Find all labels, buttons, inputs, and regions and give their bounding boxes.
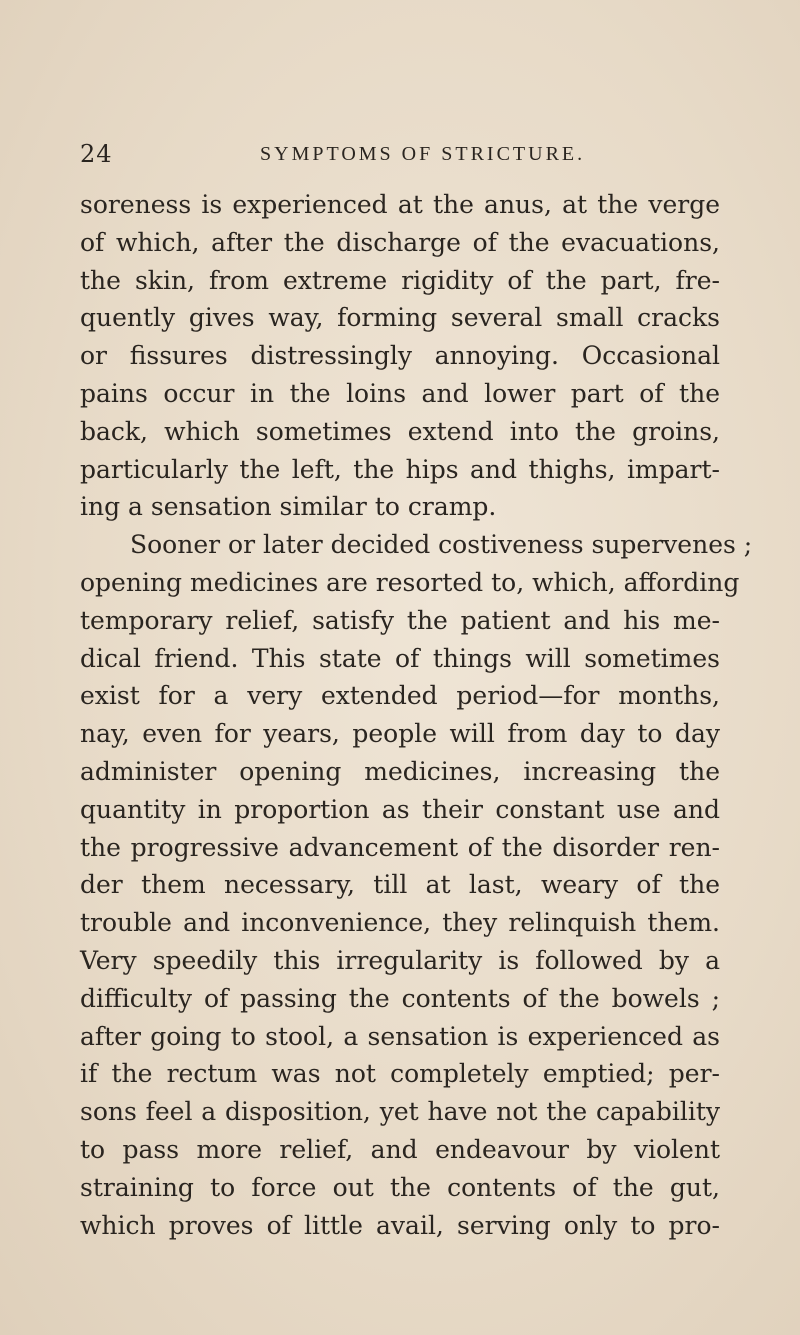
text-line: the skin, from extreme rigidity of the part, fre- — [80, 265, 720, 295]
text-line: quently gives way, forming several small cracks — [80, 303, 720, 333]
page-header — [80, 140, 720, 176]
body-text — [80, 186, 753, 1244]
text-line: back, which sometimes extend into the groins, — [80, 416, 720, 446]
text-line: nay, even for years, people will from day to day — [80, 719, 720, 749]
text-line: Very speedily this irregularity is followed by a — [80, 945, 720, 975]
text-line: particularly the left, the hips and thighs, impart- — [80, 454, 720, 484]
text-line: exist for a very extended period—for months, — [80, 681, 720, 711]
text-line: trouble and inconvenience, they relinquish them. — [80, 908, 720, 938]
text-line: to pass more relief, and endeavour by violent — [80, 1134, 720, 1164]
text-line: after going to stool, a sensation is experienced as — [80, 1021, 720, 1051]
text-line: pains occur in the loins and lower part of the — [80, 378, 720, 408]
text-line: of which, after the discharge of the evacuations, — [80, 227, 720, 257]
text-line: dical friend. This state of things will sometimes — [80, 643, 720, 673]
text-line: temporary relief, satisfy the patient and his me- — [80, 605, 720, 635]
text-line: if the rectum was not completely emptied; per- — [80, 1059, 720, 1089]
text-line: straining to force out the contents of the gut, — [80, 1172, 720, 1202]
running-head: SYMPTOMS OF STRICTURE. — [260, 143, 586, 165]
text-line: difficulty of passing the contents of the bowels ; — [80, 983, 720, 1013]
text-line: the progressive advancement of the disorder ren- — [80, 832, 720, 862]
text-line: soreness is experienced at the anus, at the verge — [80, 190, 720, 219]
text-line: quantity in proportion as their constant use and — [80, 794, 720, 824]
text-line: der them necessary, till at last, weary of the — [80, 870, 720, 900]
text-line: ing a sensation similar to cramp. — [80, 492, 497, 522]
text-line: sons feel a disposition, yet have not the capability — [80, 1097, 720, 1127]
text-line: Sooner or later decided costiveness supervenes ; — [130, 530, 753, 560]
text-line: which proves of little avail, serving only to pro- — [80, 1210, 720, 1240]
page-number: 24 — [80, 140, 113, 168]
text-line: administer opening medicines, increasing the — [80, 756, 720, 786]
text-line: or fissures distressingly annoying. Occasional — [80, 341, 720, 371]
text-line: opening medicines are resorted to, which, affording — [80, 567, 740, 597]
